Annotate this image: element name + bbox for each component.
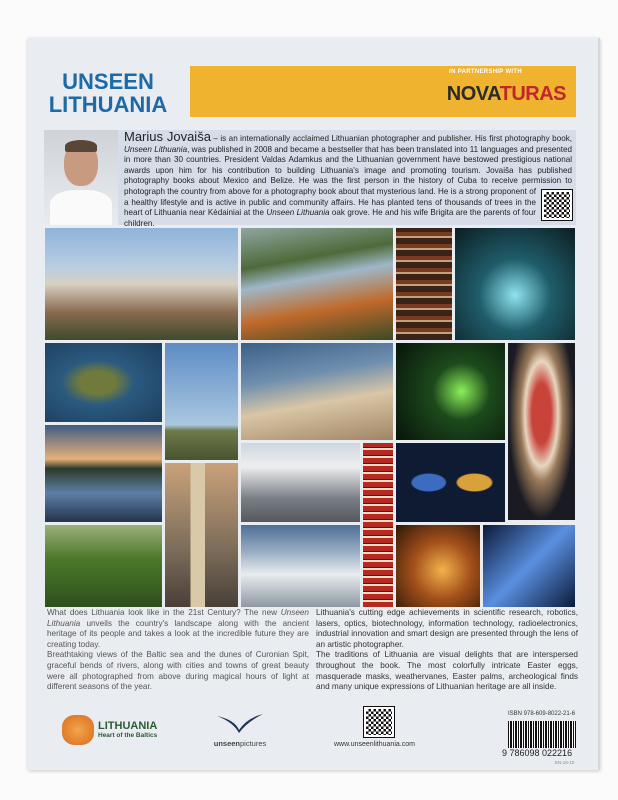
desc-part: unveils the country's landscape along with the ancient heritage of its people and takes a look at the incredible future they are creating today. (47, 618, 309, 649)
book-title (38, 70, 178, 116)
photo-easter-eggs (396, 443, 505, 522)
photo-laser (396, 343, 505, 440)
photo-blue-light (483, 525, 575, 607)
description-right (316, 608, 578, 693)
brand-subtitle: Heart of the Baltics (98, 732, 158, 739)
photo-lake-sunset (45, 425, 162, 522)
partner-band (190, 66, 576, 117)
description-left (47, 608, 309, 693)
website-qr-code (364, 707, 394, 737)
desc-paragraph: Breathtaking views of the Baltic sea and the dunes of Curonian Spit, graceful bends of rivers, along with cities and towns of great beauty were all photographed from above during magical hours of light at different seasons of the year. (47, 650, 309, 692)
bio-text (124, 129, 572, 229)
desc-part: What does Lithuania look like in the 21st Century? The new (47, 608, 281, 617)
author-name: Marius Jovaiša (124, 129, 211, 144)
publisher-logo (205, 712, 275, 748)
title-line-1: UNSEEN (62, 69, 154, 94)
barcode (508, 721, 576, 748)
novaturas-logo (447, 83, 566, 106)
photo-island (45, 343, 162, 422)
photo-church-tower (165, 463, 238, 607)
partner-label: IN PARTNERSHIP WITH (449, 69, 522, 75)
qr-code (542, 190, 572, 220)
photo-snow-town (241, 525, 360, 607)
book-name: Unseen Lithuania (47, 608, 309, 628)
author-portrait (44, 130, 118, 225)
desc-paragraph: Lithuania's cutting edge achievements in scientific research, robotics, lasers, optics, biotechnology, information technology, radioelectronics, industrial innovation and smart design are presented through the lens of an artistic photographer. (316, 608, 578, 649)
author-bio (44, 129, 576, 228)
photo-green-hills (45, 525, 162, 607)
photo-dunes (241, 343, 393, 440)
photo-design-object (396, 525, 480, 607)
lithuania-brand-logo (98, 720, 157, 739)
photo-sash (363, 443, 393, 607)
book-name: Unseen Lithuania (124, 144, 188, 154)
barcode-number: 9 786098 022216 (502, 748, 573, 758)
book-name: Unseen Lithuania (266, 208, 330, 218)
photo-river (241, 228, 393, 340)
photo-wind-turbine (165, 343, 238, 460)
brand-title: LITHUANIA (98, 720, 158, 732)
edition-code: EN-18-10 (555, 760, 575, 765)
photo-building (241, 443, 360, 522)
photo-mask (508, 343, 575, 520)
bird-icon (213, 712, 267, 734)
bio-part: oak grove. He and his wife Brigita are the parents of four children. (124, 208, 537, 228)
publisher-name-b: pictures (240, 739, 267, 748)
bio-part: , was published in 2008 and became a bestseller that has been translated into 11 languages and presented in more than 30 countries. President Valdas Adamkus and the Lithuanian government have bestowed prestigious national awards upon him for his contribution to building Lithuania's image and promoting tourism. Jovaiša has published photography books about Mexico and Belize. He was the first person in the history of Cuba to receive permission to photograph the country from above for a photography book about that mysterious land. He is a strong proponent of a healthy lifestyle and is active in public and community affairs. He has planted tens of thousands of trees in the heart of Lithuania near Kėdainiai at the (124, 144, 572, 218)
publisher-name-a: unseen (213, 739, 240, 748)
logo-part-b: TURAS (499, 83, 566, 105)
photo-church (45, 228, 238, 340)
photo-textile (396, 228, 452, 340)
photo-lab (455, 228, 575, 340)
website-link[interactable]: www.unseenlithuania.com (334, 741, 415, 748)
lithuania-brand-icon (62, 715, 94, 745)
bio-part: – is an internationally acclaimed Lithuanian photographer and publisher. His first photography book, (210, 134, 572, 143)
desc-paragraph: The traditions of Lithuania are visual delights that are interspersed throughout the book. The most colorfully intricate Easter eggs, masquerade masks, weathervanes, Easter palms, archeological finds and many unique expressions of Lithuanian heritage are all inside. (316, 650, 578, 692)
title-line-2: LITHUANIA (48, 92, 168, 117)
logo-part-a: NOVA (446, 83, 500, 105)
isbn: ISBN 978-609-8022-21-6 (508, 711, 576, 717)
